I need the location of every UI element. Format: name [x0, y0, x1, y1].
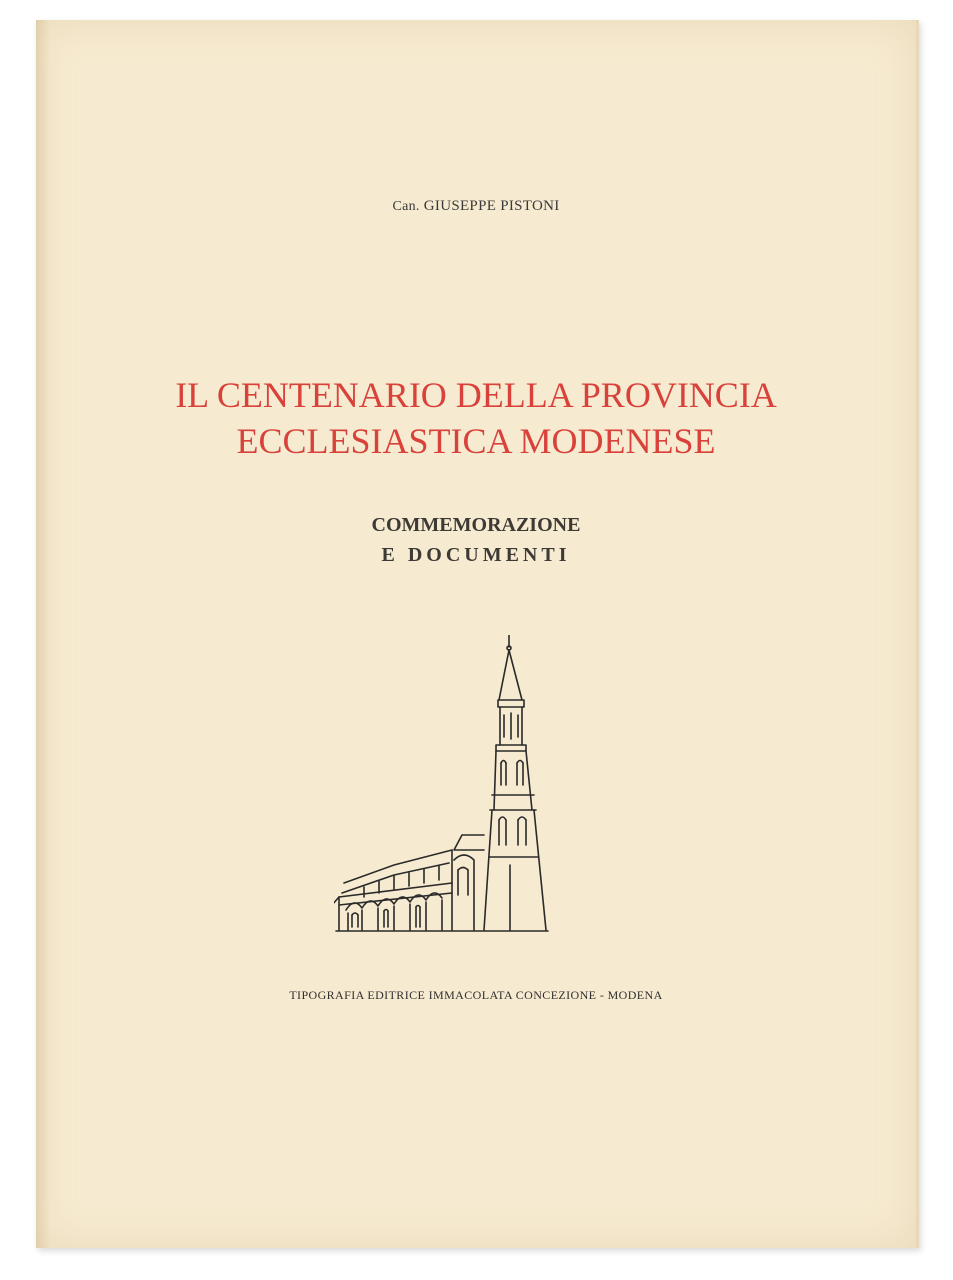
author-prefix: Can. [392, 199, 420, 214]
subtitle-line-2: E DOCUMENTI [381, 544, 571, 566]
title-line-2: ECCLESIASTICA MODENESE [236, 421, 716, 461]
book-subtitle [36, 510, 916, 570]
title-line-1: IL CENTENARIO DELLA PROVINCIA [175, 375, 777, 415]
author-line [36, 198, 916, 215]
subtitle-line-1: COMMEMORAZIONE [371, 514, 581, 536]
book-cover [36, 20, 919, 1248]
publisher-line: TIPOGRAFIA EDITRICE IMMACOLATA CONCEZIONE - MODENA [289, 988, 663, 1002]
author-name: GIUSEPPE PISTONI [423, 198, 560, 214]
book-title [36, 372, 916, 464]
cathedral-illustration [334, 635, 594, 945]
